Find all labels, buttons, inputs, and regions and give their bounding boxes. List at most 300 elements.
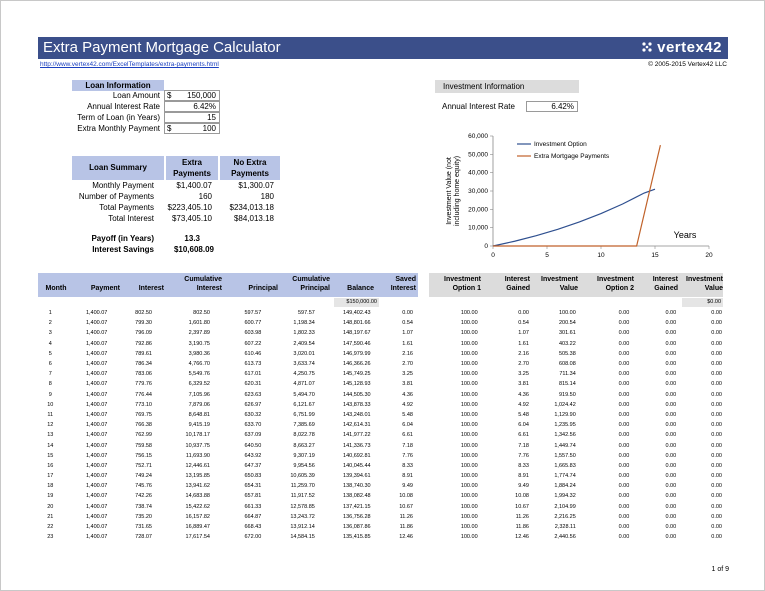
table-cell: 6,329.52 bbox=[188, 381, 210, 388]
loan-info-field[interactable] bbox=[164, 112, 220, 123]
schedule-col-header: Interest bbox=[138, 285, 164, 292]
table-cell: 1,400.07 bbox=[85, 330, 108, 337]
table-cell: 100.00 bbox=[460, 442, 478, 449]
table-cell: 1,400.07 bbox=[85, 411, 108, 418]
table-row bbox=[38, 390, 724, 400]
table-cell: 0.00 bbox=[618, 320, 630, 327]
table-cell: 1,994.32 bbox=[554, 493, 576, 500]
savings-value: $10,608.09 bbox=[173, 245, 214, 254]
table-cell: 1,449.74 bbox=[554, 442, 576, 449]
loan-info-value: 150,000 bbox=[187, 91, 216, 100]
table-cell: 100.00 bbox=[460, 524, 478, 531]
table-cell: 100.00 bbox=[460, 371, 478, 378]
table-cell: 0.00 bbox=[665, 350, 677, 357]
table-cell: 140,692.81 bbox=[343, 452, 371, 459]
table-cell: 796.09 bbox=[135, 330, 152, 337]
table-cell: 100.00 bbox=[460, 422, 478, 429]
x-tick-label: 20 bbox=[705, 252, 713, 259]
copyright: © 2005-2015 Vertex42 LLC bbox=[648, 61, 727, 68]
table-cell: 664.87 bbox=[244, 513, 262, 520]
table-cell: 1,400.07 bbox=[85, 473, 108, 480]
table-cell: 5,549.76 bbox=[188, 371, 210, 378]
table-cell: 728.07 bbox=[135, 534, 152, 541]
table-cell: 100.00 bbox=[460, 432, 478, 439]
table-cell: 100.00 bbox=[460, 350, 478, 357]
table-cell: 505.38 bbox=[558, 350, 576, 357]
table-cell: 6.61 bbox=[518, 432, 529, 439]
table-cell: 1,802.33 bbox=[293, 330, 315, 337]
table-row bbox=[38, 430, 724, 440]
table-row bbox=[38, 400, 724, 410]
table-cell: 1.61 bbox=[402, 340, 413, 347]
loan-info-label: Extra Monthly Payment bbox=[77, 124, 160, 133]
table-cell: 1,400.07 bbox=[85, 503, 108, 510]
table-cell: 626.97 bbox=[244, 401, 262, 408]
table-cell: 7.76 bbox=[402, 452, 413, 459]
table-cell: 14 bbox=[47, 442, 54, 449]
table-cell: 0.00 bbox=[518, 310, 529, 317]
table-cell: 12,578.85 bbox=[290, 503, 315, 510]
table-cell: 5.48 bbox=[402, 411, 413, 418]
table-cell: 0.00 bbox=[618, 483, 630, 490]
table-cell: 640.50 bbox=[244, 442, 262, 449]
summary-label: Monthly Payment bbox=[92, 181, 154, 190]
y-axis-label: Investment Value (notincluding home equity) bbox=[446, 155, 461, 227]
table-cell: 0.00 bbox=[711, 320, 722, 327]
table-cell: 2,440.56 bbox=[554, 534, 576, 541]
table-cell: 7.18 bbox=[402, 442, 413, 449]
table-cell: 6,751.99 bbox=[293, 411, 315, 418]
table-cell: 0.00 bbox=[618, 513, 630, 520]
table-cell: 15 bbox=[47, 452, 54, 459]
summary-none-value: 180 bbox=[260, 192, 274, 201]
table-cell: 1,400.07 bbox=[85, 381, 108, 388]
table-cell: 7.76 bbox=[518, 452, 529, 459]
table-cell: 8,022.78 bbox=[293, 432, 315, 439]
table-cell: 1.07 bbox=[518, 330, 529, 337]
table-cell: 1,400.07 bbox=[85, 462, 108, 469]
chart-svg bbox=[437, 130, 727, 265]
table-cell: 16 bbox=[47, 462, 54, 469]
table-cell: 0.00 bbox=[665, 391, 677, 398]
table-cell: 4.92 bbox=[402, 401, 413, 408]
table-cell: 12.46 bbox=[515, 534, 529, 541]
table-cell: 10,178.17 bbox=[185, 432, 210, 439]
table-cell: 146,366.26 bbox=[343, 361, 371, 368]
table-cell: 20 bbox=[47, 503, 54, 510]
table-cell: 11.26 bbox=[515, 513, 529, 520]
table-cell: 1,400.07 bbox=[85, 391, 108, 398]
table-cell: 799.30 bbox=[135, 320, 152, 327]
x-tick-label: 10 bbox=[597, 252, 605, 259]
table-cell: 1,884.24 bbox=[554, 483, 576, 490]
table-cell: 3,190.75 bbox=[188, 340, 210, 347]
table-cell: 0.00 bbox=[711, 310, 722, 317]
table-cell: 1,024.42 bbox=[554, 401, 576, 408]
table-cell: 1,400.07 bbox=[85, 320, 108, 327]
table-cell: 0.00 bbox=[711, 432, 722, 439]
table-cell: 8,648.81 bbox=[188, 411, 210, 418]
starting-investment-value: $0.00 bbox=[682, 298, 723, 307]
table-cell: 0.00 bbox=[665, 524, 677, 531]
table-cell: 0.00 bbox=[711, 401, 722, 408]
table-cell: 1,400.07 bbox=[85, 493, 108, 500]
table-cell: 4,871.07 bbox=[293, 381, 315, 388]
table-row bbox=[38, 522, 724, 532]
table-cell: 776.44 bbox=[135, 391, 152, 398]
schedule-col-header: Investment Value bbox=[686, 276, 723, 292]
table-cell: 301.61 bbox=[558, 330, 576, 337]
table-cell: 9.49 bbox=[518, 483, 529, 490]
table-cell: 9.49 bbox=[402, 483, 413, 490]
table-row bbox=[38, 420, 724, 430]
table-cell: 0.00 bbox=[711, 391, 722, 398]
table-cell: 0.00 bbox=[665, 320, 677, 327]
table-row bbox=[38, 359, 724, 369]
table-cell: 0.00 bbox=[665, 340, 677, 347]
y-tick-label: 40,000 bbox=[468, 169, 488, 177]
source-link[interactable]: http://www.vertex42.com/ExcelTemplates/extra-payments.html bbox=[40, 61, 219, 68]
table-cell: 1,342.56 bbox=[554, 432, 576, 439]
table-cell: 100.00 bbox=[460, 513, 478, 520]
table-cell: 815.14 bbox=[558, 381, 576, 388]
table-cell: 600.77 bbox=[244, 320, 262, 327]
currency-symbol: $ bbox=[167, 124, 172, 133]
table-cell: 0.00 bbox=[711, 340, 722, 347]
table-cell: 100.00 bbox=[460, 310, 478, 317]
table-cell: 742.26 bbox=[135, 493, 152, 500]
table-cell: 661.33 bbox=[244, 503, 262, 510]
table-cell: 759.58 bbox=[135, 442, 152, 449]
table-cell: 7,879.06 bbox=[188, 401, 210, 408]
table-cell: 100.00 bbox=[460, 452, 478, 459]
table-cell: 140,045.44 bbox=[343, 462, 371, 469]
table-cell: 142,614.31 bbox=[343, 422, 371, 429]
table-cell: 672.00 bbox=[244, 534, 262, 541]
table-cell: 135,415.85 bbox=[343, 534, 371, 541]
table-cell: 0.00 bbox=[665, 462, 677, 469]
table-cell: 650.83 bbox=[244, 473, 262, 480]
table-cell: 145,749.25 bbox=[343, 371, 371, 378]
table-cell: 749.24 bbox=[135, 473, 152, 480]
investment-info-heading: Investment Information bbox=[435, 80, 579, 93]
table-cell: 756.15 bbox=[135, 452, 152, 459]
table-cell: 200.54 bbox=[558, 320, 576, 327]
table-cell: 752.71 bbox=[135, 462, 152, 469]
table-cell: 8.33 bbox=[518, 462, 529, 469]
table-cell: 0.00 bbox=[711, 381, 722, 388]
table-row bbox=[38, 451, 724, 461]
table-cell: 608.08 bbox=[558, 361, 576, 368]
table-cell: 5.48 bbox=[518, 411, 529, 418]
vertex42-logo-icon bbox=[640, 40, 654, 54]
table-cell: 3,020.01 bbox=[293, 350, 315, 357]
table-cell: 7 bbox=[48, 371, 52, 378]
table-cell: 802.50 bbox=[135, 310, 152, 317]
table-cell: 143,248.01 bbox=[343, 411, 371, 418]
table-cell: 610.46 bbox=[244, 350, 262, 357]
table-cell: 2,397.89 bbox=[188, 330, 210, 337]
investment-rate-field[interactable]: 6.42% bbox=[526, 101, 578, 112]
table-cell: 16,889.47 bbox=[185, 524, 210, 531]
table-cell: 100.00 bbox=[460, 381, 478, 388]
table-cell: 136,087.86 bbox=[343, 524, 371, 531]
table-cell: 1,129.90 bbox=[554, 411, 576, 418]
table-cell: 8 bbox=[48, 381, 52, 388]
table-cell: 6,121.67 bbox=[293, 401, 315, 408]
table-cell: 654.31 bbox=[244, 483, 262, 490]
table-row bbox=[38, 491, 724, 501]
investment-rate-label: Annual Interest Rate bbox=[442, 102, 515, 111]
table-cell: 1,400.07 bbox=[85, 361, 108, 368]
table-cell: 0.00 bbox=[618, 310, 630, 317]
schedule-col-header: Cumulative Interest bbox=[184, 276, 222, 292]
table-cell: 100.00 bbox=[460, 330, 478, 337]
table-row bbox=[38, 318, 724, 328]
summary-none-value: $1,300.07 bbox=[238, 181, 274, 190]
table-cell: 1,400.07 bbox=[85, 432, 108, 439]
table-cell: 657.81 bbox=[244, 493, 262, 500]
table-cell: 13,912.14 bbox=[290, 524, 315, 531]
table-cell: 789.61 bbox=[135, 350, 152, 357]
table-cell: 1,601.80 bbox=[188, 320, 210, 327]
loan-info-value: 15 bbox=[207, 113, 216, 122]
table-cell: 0.00 bbox=[618, 381, 630, 388]
table-cell: 143,878.33 bbox=[343, 401, 371, 408]
table-cell: 9 bbox=[48, 391, 52, 398]
table-cell: 0.00 bbox=[711, 350, 722, 357]
table-cell: 141,336.73 bbox=[343, 442, 371, 449]
summary-col-none: No Extra Payments bbox=[220, 156, 280, 180]
table-cell: 762.99 bbox=[135, 432, 152, 439]
table-cell: 18 bbox=[47, 483, 54, 490]
table-cell: 1,400.07 bbox=[85, 310, 108, 317]
table-cell: 136,756.28 bbox=[343, 513, 371, 520]
y-tick-label: 20,000 bbox=[468, 206, 488, 214]
table-cell: 7.18 bbox=[518, 442, 529, 449]
summary-label: Number of Payments bbox=[78, 192, 154, 201]
summary-none-value: $84,013.18 bbox=[233, 214, 274, 223]
table-cell: 10.67 bbox=[399, 503, 413, 510]
table-cell: 21 bbox=[47, 513, 54, 520]
table-cell: 100.00 bbox=[460, 534, 478, 541]
table-cell: 0.00 bbox=[711, 462, 722, 469]
table-cell: 11.26 bbox=[399, 513, 413, 520]
table-cell: 0.00 bbox=[665, 401, 677, 408]
table-cell: 6.61 bbox=[402, 432, 413, 439]
table-cell: 19 bbox=[47, 493, 54, 500]
table-cell: 6.04 bbox=[402, 422, 413, 429]
table-cell: 0.00 bbox=[665, 513, 677, 520]
table-cell: 17 bbox=[47, 473, 54, 480]
table-cell: 2,104.99 bbox=[554, 503, 576, 510]
table-cell: 0.00 bbox=[618, 422, 630, 429]
table-row bbox=[38, 328, 724, 338]
table-cell: 148,197.67 bbox=[343, 330, 371, 337]
table-cell: 0.00 bbox=[665, 361, 677, 368]
table-cell: 0.00 bbox=[665, 452, 677, 459]
table-cell: 792.86 bbox=[135, 340, 152, 347]
table-cell: 11,917.52 bbox=[290, 493, 315, 500]
table-cell: 139,394.61 bbox=[343, 473, 371, 480]
table-cell: 0.00 bbox=[618, 493, 630, 500]
legend-label: Investment Option bbox=[534, 141, 587, 148]
table-cell: 100.00 bbox=[460, 473, 478, 480]
table-row bbox=[38, 369, 724, 379]
table-cell: 0.00 bbox=[618, 452, 630, 459]
table-row bbox=[38, 471, 724, 481]
table-cell: 6 bbox=[48, 361, 52, 368]
payoff-label: Payoff (in Years) bbox=[91, 234, 154, 243]
table-row bbox=[38, 349, 724, 359]
table-cell: 1,400.07 bbox=[85, 452, 108, 459]
loan-info-field[interactable] bbox=[164, 101, 220, 112]
table-cell: 100.00 bbox=[460, 493, 478, 500]
table-row bbox=[38, 481, 724, 491]
table-cell: 1,400.07 bbox=[85, 483, 108, 490]
table-cell: 11,693.90 bbox=[185, 452, 210, 459]
table-cell: 0.00 bbox=[711, 411, 722, 418]
loan-info-heading: Loan Information bbox=[72, 80, 164, 91]
loan-info-field[interactable] bbox=[164, 90, 220, 101]
table-cell: 0.54 bbox=[402, 320, 413, 327]
table-cell: 3.81 bbox=[518, 381, 529, 388]
table-cell: 2,216.25 bbox=[554, 513, 576, 520]
table-cell: 0.00 bbox=[665, 493, 677, 500]
page-title: Extra Payment Mortgage Calculator bbox=[43, 39, 281, 56]
table-cell: 100.00 bbox=[460, 483, 478, 490]
table-cell: 8,663.27 bbox=[293, 442, 315, 449]
table-cell: 0.00 bbox=[618, 350, 630, 357]
table-cell: 738.74 bbox=[135, 503, 152, 510]
table-cell: 1,400.07 bbox=[85, 371, 108, 378]
loan-info-field[interactable] bbox=[164, 123, 220, 134]
table-cell: 1,400.07 bbox=[85, 513, 108, 520]
table-cell: 0.00 bbox=[618, 391, 630, 398]
summary-extra-value: $1,400.07 bbox=[176, 181, 212, 190]
table-cell: 1,198.34 bbox=[293, 320, 315, 327]
table-cell: 0.00 bbox=[711, 493, 722, 500]
table-cell: 1,774.74 bbox=[554, 473, 576, 480]
schedule-col-header: Month bbox=[45, 285, 67, 292]
legend-label: Extra Mortgage Payments bbox=[534, 153, 610, 160]
table-row bbox=[38, 532, 724, 542]
table-cell: 1,557.50 bbox=[554, 452, 576, 459]
x-tick-label: 5 bbox=[545, 252, 549, 259]
table-cell: 10.08 bbox=[399, 493, 413, 500]
table-cell: 0.00 bbox=[618, 524, 630, 531]
table-cell: 0.00 bbox=[618, 361, 630, 368]
table-cell: 0.00 bbox=[665, 534, 677, 541]
table-cell: 0.00 bbox=[618, 432, 630, 439]
table-cell: 14,584.15 bbox=[290, 534, 315, 541]
summary-label: Total Interest bbox=[108, 214, 154, 223]
table-cell: 620.31 bbox=[244, 381, 262, 388]
table-cell: 8.33 bbox=[402, 462, 413, 469]
table-cell: 4,766.70 bbox=[188, 361, 210, 368]
table-cell: 11.86 bbox=[399, 524, 413, 531]
table-cell: 0.00 bbox=[665, 411, 677, 418]
table-cell: 1,400.07 bbox=[85, 524, 108, 531]
table-cell: 10,937.75 bbox=[185, 442, 210, 449]
table-cell: 2.70 bbox=[402, 361, 413, 368]
table-cell: 3 bbox=[48, 330, 52, 337]
investment-chart bbox=[437, 130, 727, 265]
table-cell: 919.50 bbox=[558, 391, 576, 398]
table-cell: 12 bbox=[47, 422, 54, 429]
table-cell: 0.00 bbox=[711, 524, 722, 531]
table-cell: 100.00 bbox=[460, 391, 478, 398]
table-cell: 144,505.30 bbox=[343, 391, 371, 398]
table-cell: 0.00 bbox=[665, 473, 677, 480]
table-cell: 3.81 bbox=[402, 381, 413, 388]
table-cell: 2.16 bbox=[402, 350, 413, 357]
table-row bbox=[38, 308, 724, 318]
series-line bbox=[493, 189, 655, 246]
schedule-col-header: Interest Gained bbox=[504, 276, 530, 292]
table-cell: 617.01 bbox=[244, 371, 262, 378]
table-cell: 0.00 bbox=[711, 442, 722, 449]
table-cell: 0.00 bbox=[711, 422, 722, 429]
table-cell: 3,980.36 bbox=[188, 350, 210, 357]
table-cell: 12.46 bbox=[399, 534, 413, 541]
table-cell: 100.00 bbox=[460, 401, 478, 408]
table-cell: 8.91 bbox=[402, 473, 413, 480]
table-cell: 4.92 bbox=[518, 401, 529, 408]
table-cell: 0.00 bbox=[711, 503, 722, 510]
schedule-col-header: Investment Option 1 bbox=[444, 276, 481, 292]
table-cell: 100.00 bbox=[460, 411, 478, 418]
table-cell: 15,422.62 bbox=[185, 503, 210, 510]
table-cell: 137,421.15 bbox=[343, 503, 371, 510]
table-cell: 14,683.88 bbox=[185, 493, 210, 500]
table-row bbox=[38, 379, 724, 389]
table-cell: 1,235.95 bbox=[554, 422, 576, 429]
table-cell: 7,385.69 bbox=[293, 422, 315, 429]
table-cell: 0.00 bbox=[618, 371, 630, 378]
table-cell: 11.86 bbox=[515, 524, 529, 531]
schedule-col-header: Principal bbox=[248, 285, 278, 292]
table-cell: 9,415.19 bbox=[188, 422, 210, 429]
summary-none-value: $234,013.18 bbox=[229, 203, 274, 212]
table-cell: 13,941.62 bbox=[185, 483, 210, 490]
table-cell: 9,307.19 bbox=[293, 452, 315, 459]
table-cell: 13,195.85 bbox=[185, 473, 210, 480]
schedule-col-header: Interest Gained bbox=[652, 276, 678, 292]
table-cell: 4.36 bbox=[518, 391, 529, 398]
table-row bbox=[38, 440, 724, 450]
table-cell: 1,400.07 bbox=[85, 340, 108, 347]
table-cell: 10.08 bbox=[515, 493, 529, 500]
schedule-col-header: Balance bbox=[347, 285, 374, 292]
table-cell: 0.00 bbox=[618, 411, 630, 418]
series-line bbox=[493, 145, 660, 246]
table-cell: 11,259.70 bbox=[290, 483, 315, 490]
table-cell: 100.00 bbox=[460, 462, 478, 469]
table-cell: 0.00 bbox=[665, 432, 677, 439]
table-cell: 17,617.54 bbox=[185, 534, 210, 541]
table-cell: 100.00 bbox=[558, 310, 576, 317]
page-number: 1 of 9 bbox=[711, 566, 729, 573]
table-cell: 13 bbox=[47, 432, 54, 439]
table-cell: 0.54 bbox=[518, 320, 529, 327]
y-tick-label: 60,000 bbox=[468, 133, 488, 140]
table-cell: 647.37 bbox=[244, 462, 262, 469]
table-cell: 643.92 bbox=[244, 452, 262, 459]
table-cell: 0.00 bbox=[711, 361, 722, 368]
table-cell: 138,740.30 bbox=[343, 483, 371, 490]
table-cell: 613.73 bbox=[244, 361, 262, 368]
